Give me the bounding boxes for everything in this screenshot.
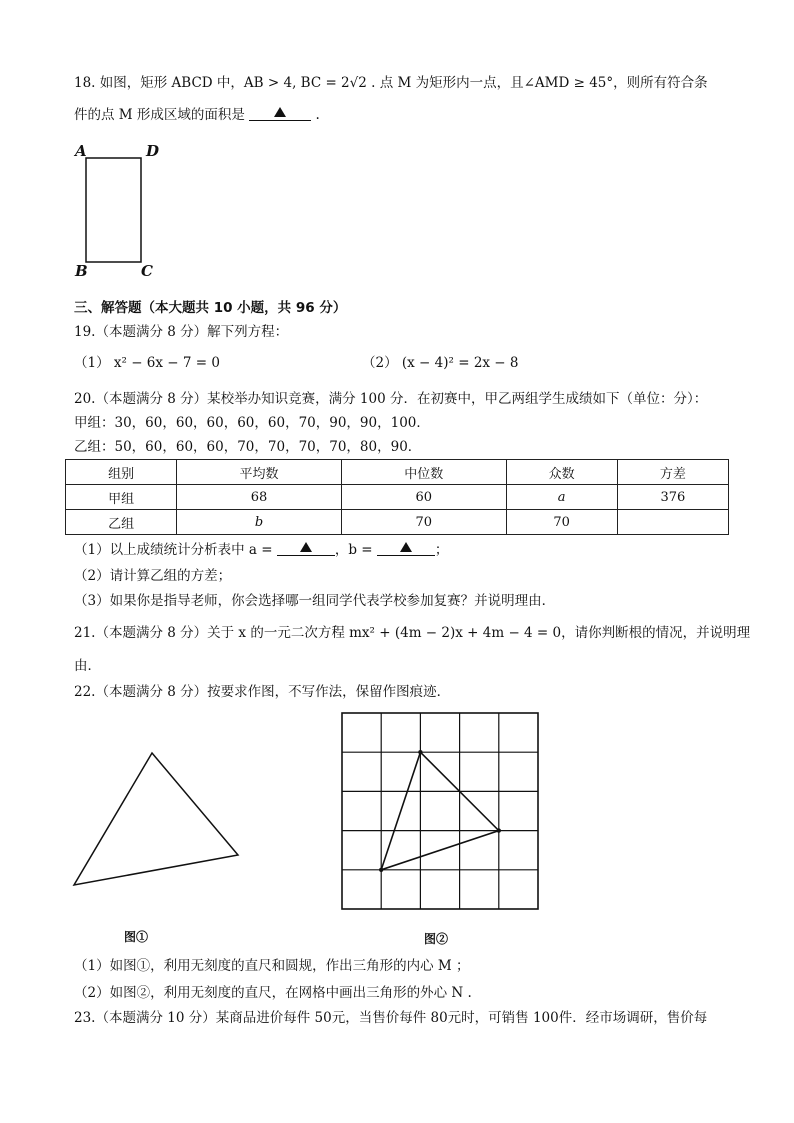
vertex-d-label: D bbox=[146, 142, 160, 160]
figure-1-label: 图① bbox=[124, 930, 149, 944]
q20-sub3: （3）如果你是指导老师，你会选择哪一组同学代表学校参加复赛？并说明理由． bbox=[74, 593, 556, 609]
table-cell: a bbox=[506, 485, 617, 510]
q22-sub2: （2）如图②，利用无刻度的直尺，在网格中画出三角形的外心 N . bbox=[74, 985, 472, 1001]
q22-sub1: （1）如图①，利用无刻度的直尺和圆规，作出三角形的内心 M ； bbox=[74, 958, 470, 974]
table-cell: 甲组 bbox=[66, 485, 177, 510]
triangle-figure-1 bbox=[66, 745, 246, 895]
q19-head: 19.（本题满分 8 分）解下列方程： bbox=[74, 324, 289, 340]
table-cell: 70 bbox=[506, 510, 617, 535]
table-cell: 70 bbox=[341, 510, 506, 535]
q20-group-b: 乙组：50，60，60，60，70，70，70，70，80，90． bbox=[74, 439, 422, 455]
triangle-marker-icon bbox=[274, 107, 286, 117]
table-cell: 68 bbox=[177, 485, 342, 510]
table-cell: 60 bbox=[341, 485, 506, 510]
q20-sub1-end: ； bbox=[434, 542, 449, 558]
table-cell: b bbox=[177, 510, 342, 535]
table-header: 中位数 bbox=[341, 460, 506, 485]
q23-line1: 23.（本题满分 10 分）某商品进价每件 50元，当售价每件 80元时，可销售 100件．经市场调研，售价每 bbox=[74, 1010, 708, 1026]
q18-line2-text: 件的点 M 形成区域的面积是 bbox=[74, 107, 245, 123]
triangle-marker-icon bbox=[300, 542, 312, 552]
vertex-a-label: A bbox=[75, 142, 87, 160]
q20-sub1 bbox=[74, 540, 448, 560]
table-cell bbox=[617, 510, 728, 535]
q22-head: 22.（本题满分 8 分）按要求作图，不写作法，保留作图痕迹． bbox=[74, 684, 451, 700]
figure-2-label: 图② bbox=[424, 932, 449, 946]
table-header: 方差 bbox=[617, 460, 728, 485]
table-header: 平均数 bbox=[177, 460, 342, 485]
table-header: 组别 bbox=[66, 460, 177, 485]
rectangle-figure bbox=[80, 155, 150, 265]
q18-line1: 18. 如图，矩形 ABCD 中，AB > 4, BC = 2√2 . 点 M 为矩形内一点，且∠AMD ≥ 45°，则所有符合条 bbox=[74, 75, 708, 91]
table-cell: 376 bbox=[617, 485, 728, 510]
vertex-b-label: B bbox=[75, 262, 88, 280]
triangle-marker-icon bbox=[400, 542, 412, 552]
q21-line1: 21.（本题满分 8 分）关于 x 的一元二次方程 mx² + (4m − 2)x + 4m − 4 = 0，请你判断根的情况，并说明理 bbox=[74, 625, 751, 641]
q18-line2 bbox=[74, 105, 320, 125]
answer-blank-a[interactable] bbox=[277, 540, 335, 556]
q20-sub2: （2）请计算乙组的方差； bbox=[74, 568, 232, 584]
section-title: 三、解答题（本大题共 10 小题，共 96 分） bbox=[74, 300, 347, 316]
q19-part1: （1） x² − 6x − 7 = 0 bbox=[74, 355, 220, 371]
q20-sub1-mid: ，b = bbox=[334, 542, 373, 558]
q21-line2: 由． bbox=[74, 658, 101, 674]
table-header-row bbox=[66, 460, 729, 485]
grid-figure-2 bbox=[340, 711, 542, 913]
score-table bbox=[65, 459, 729, 535]
q20-group-a: 甲组：30，60，60，60，60，60，70，90，90，100． bbox=[74, 415, 430, 431]
answer-blank-b[interactable] bbox=[377, 540, 435, 556]
table-row bbox=[66, 510, 729, 535]
vertex-c-label: C bbox=[141, 262, 153, 280]
table-row bbox=[66, 485, 729, 510]
table-header: 众数 bbox=[506, 460, 617, 485]
q18-line2-end: . bbox=[315, 107, 320, 123]
answer-blank[interactable] bbox=[249, 105, 311, 121]
table-cell: 乙组 bbox=[66, 510, 177, 535]
q19-part2: （2） (x − 4)² = 2x − 8 bbox=[362, 355, 519, 371]
q20-head: 20.（本题满分 8 分）某校举办知识竞赛，满分 100 分．在初赛中，甲乙两组学生成绩如下（单位：分）： bbox=[74, 391, 708, 407]
q20-sub1-text: （1）以上成绩统计分析表中 a = bbox=[74, 542, 273, 558]
